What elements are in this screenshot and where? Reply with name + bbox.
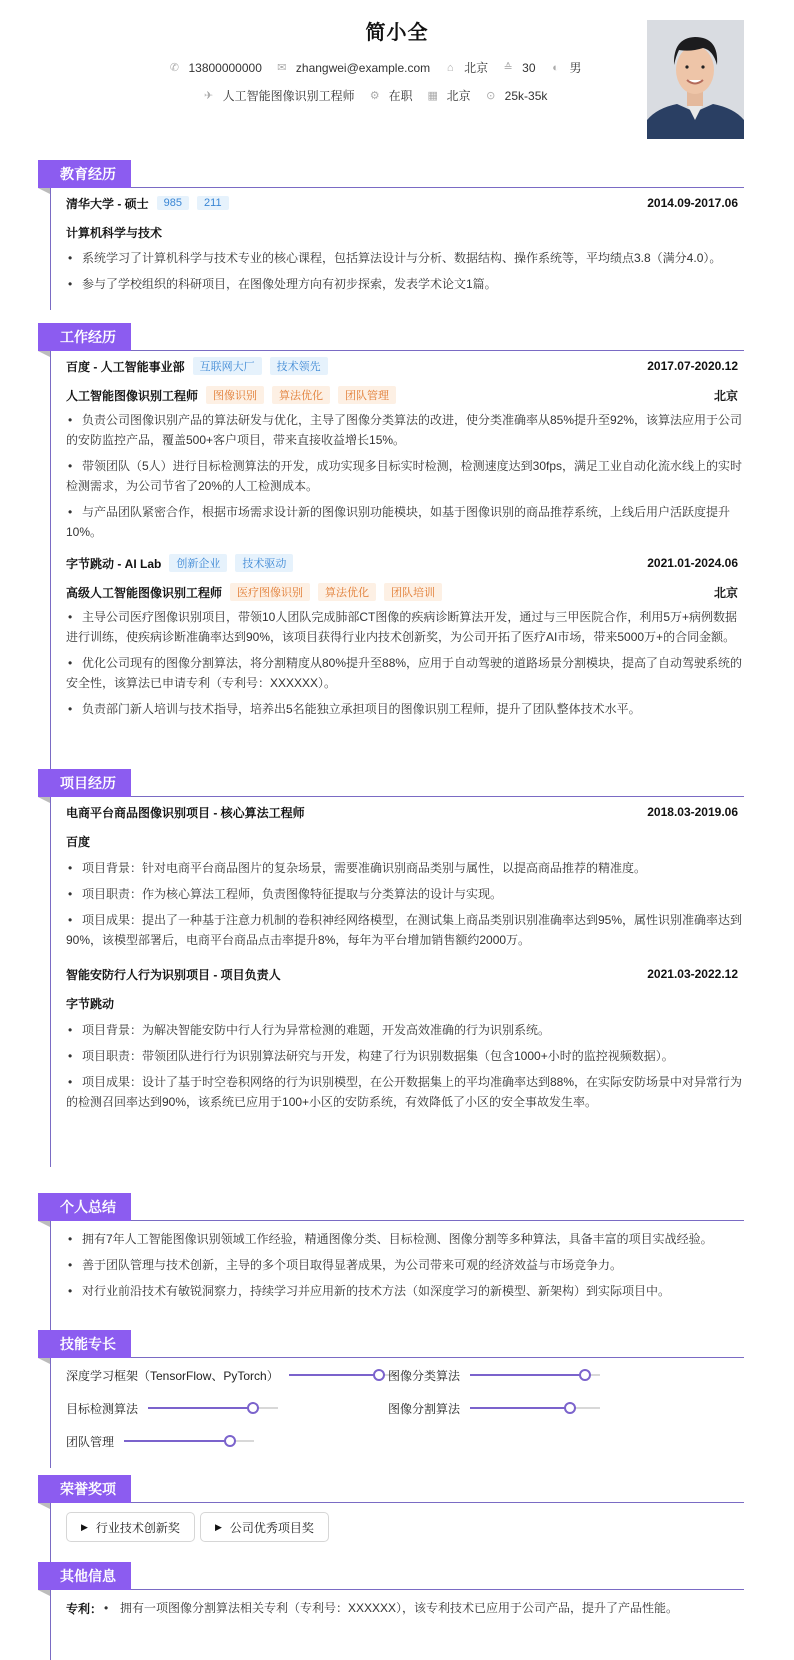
- timeline-line: [50, 797, 51, 1167]
- skill-item: [66, 1365, 394, 1385]
- company-tag: 互联网大厂: [193, 357, 262, 375]
- slider-knob: [224, 1435, 236, 1447]
- skill-name: 目标检测算法: [66, 1401, 139, 1416]
- project-bullet: • 项目职责：带领团队进行行为识别算法研究与开发，构建了行为识别数据集（包含1000+小时的监控视频数据）。: [66, 1046, 744, 1066]
- work-bullet: • 与产品团队紧密合作，根据市场需求设计新的图像识别功能模块，如基于图像识别的商品推荐系统，上线后用户活跃度提升10%。: [66, 502, 744, 542]
- gender-icon: ◐: [552, 61, 559, 74]
- section-title: 荣誉奖项: [38, 1475, 131, 1503]
- skill-level-slider: [470, 1398, 600, 1418]
- work-bullet: • 负责公司图像识别产品的算法研发与优化，主导了图像分类算法的改进，使分类准确率从85%提升至92%，该算法应用于公司的安防监控产品，覆盖500+客户项目，带来直接收益增长15%。: [66, 410, 744, 450]
- company-name: 百度 - 人工智能事业部: [66, 359, 185, 374]
- mail-icon: ✉: [277, 62, 287, 74]
- section-title: 技能专长: [38, 1330, 131, 1358]
- skill-item: [66, 1431, 254, 1451]
- ribbon-fold: [38, 1590, 50, 1596]
- project-bullet: • 项目成果：提出了一种基于注意力机制的卷积神经网络模型，在测试集上商品类别识别准确率达到95%，属性识别准确率达到90%，该模型部署后，电商平台商品点击率提升8%，每年为平台增加销售额约2000万。: [66, 910, 744, 950]
- skill-level-slider: [148, 1398, 278, 1418]
- section-projects: [38, 769, 744, 1169]
- education-bullet: • 系统学习了计算机科学与技术专业的核心课程，包括算法设计与分析、数据结构、操作系统等，平均绩点3.8（满分4.0）。: [66, 248, 744, 268]
- school-tag: 985: [157, 196, 189, 210]
- skill-item: [388, 1365, 600, 1385]
- other-info: [66, 1598, 744, 1618]
- ribbon-fold: [38, 351, 50, 357]
- project-bullet: • 项目成果：设计了基于时空卷积网络的行为识别模型，在公开数据集上的平均准确率达到88%，在实际安防场景中对异常行为的检测召回率达到90%，该系统已应用于100+小区的安防系统，有效降低了小区的安全事故发生率。: [66, 1072, 744, 1112]
- education-date: 2014.09-2017.06: [647, 196, 738, 210]
- section-awards: [38, 1475, 744, 1565]
- work-bullet: • 主导公司医疗图像识别项目，带领10人团队完成肺部CT图像的疾病诊断算法开发，通过与三甲医院合作，利用5万+病例数据进行训练，使疾病诊断准确率达到90%，该项目获得行业内技术创新奖，为公司开拓了医疗AI市场，带来5000万+的合同金额。: [66, 607, 744, 647]
- section-summary: [38, 1193, 744, 1313]
- company-name: 字节跳动 - AI Lab: [66, 556, 162, 571]
- phone-icon: ✆: [169, 62, 180, 74]
- company-tag: 创新企业: [169, 554, 227, 572]
- work-date: 2017.07-2020.12: [647, 359, 738, 373]
- section-title: 工作经历: [38, 323, 131, 351]
- school-tag: 211: [197, 196, 229, 210]
- contact-email: ✉ zhangwei@example.com: [277, 60, 431, 75]
- intention-status: ⚙ 在职: [369, 89, 413, 103]
- portrait-image: [647, 20, 744, 139]
- age-icon: ≙: [503, 62, 513, 74]
- ribbon-fold: [38, 188, 50, 194]
- awards-list: [66, 1512, 744, 1544]
- position-name: 高级人工智能图像识别工程师: [66, 585, 223, 600]
- timeline-line: [50, 1358, 51, 1468]
- company-tag: 技术领先: [270, 357, 328, 375]
- slider-knob: [564, 1402, 576, 1414]
- section-divider: [38, 187, 744, 188]
- position-name: 人工智能图像识别工程师: [66, 388, 199, 403]
- summary-bullet: • 对行业前沿技术有敏锐洞察力，持续学习并应用新的技术方法（如深度学习的新模型、新架构）到实际项目中。: [66, 1281, 744, 1301]
- company-tag: 技术驱动: [235, 554, 293, 572]
- skill-level-slider: [124, 1431, 254, 1451]
- project-bullet: • 项目背景：针对电商平台商品图片的复杂场景，需要准确识别商品类别与属性，以提高商品推荐的精准度。: [66, 858, 744, 878]
- position-tag: 图像识别: [206, 386, 264, 404]
- section-title: 个人总结: [38, 1193, 131, 1221]
- position-tag: 算法优化: [318, 583, 376, 601]
- contact-city: ⌂ 北京: [444, 59, 488, 76]
- section-divider: [38, 1589, 744, 1590]
- project-date: 2021.03-2022.12: [647, 967, 738, 981]
- skill-item: [388, 1398, 600, 1418]
- project-company: 字节跳动: [66, 996, 115, 1011]
- summary-bullet: • 拥有7年人工智能图像识别领域工作经验，精通图像分类、目标检测、图像分割等多种算法，具备丰富的项目实战经验。: [66, 1229, 744, 1249]
- salary-icon: ⊙: [486, 90, 496, 102]
- timeline-line: [50, 1590, 51, 1660]
- resume-header: [0, 0, 794, 160]
- ribbon-fold: [38, 1221, 50, 1227]
- timeline-line: [50, 188, 51, 310]
- major: 计算机科学与技术: [66, 225, 163, 240]
- summary-bullet: • 善于团队管理与技术创新，主导的多个项目取得显著成果，为公司带来可观的经济效益与市场竞争力。: [66, 1255, 744, 1275]
- project-name: 智能安防行人行为识别项目 - 项目负责人: [66, 967, 281, 982]
- ribbon-fold: [38, 797, 50, 803]
- work-location: 北京: [713, 388, 738, 403]
- other-label: 专利：: [66, 1601, 103, 1616]
- contact-phone: ✆ 13800000000: [169, 60, 262, 75]
- section-title: 其他信息: [38, 1562, 131, 1590]
- intention-position: ✈ 人工智能图像识别工程师: [204, 89, 355, 103]
- building-icon: ▦: [427, 90, 438, 102]
- skill-name: 图像分类算法: [388, 1368, 461, 1383]
- triangle-right-icon: ▶: [215, 1521, 222, 1532]
- education-bullet: • 参与了学校组织的科研项目，在图像处理方向有初步探索，发表学术论文1篇。: [66, 274, 744, 294]
- skill-name: 深度学习框架（TensorFlow、PyTorch）: [66, 1368, 279, 1383]
- home-icon: ⌂: [446, 61, 454, 74]
- school-name: 清华大学 - 硕士: [66, 196, 149, 211]
- status-icon: ⚙: [369, 90, 380, 102]
- position-tag: 算法优化: [272, 386, 330, 404]
- position-tag: 团队培训: [384, 583, 442, 601]
- section-divider: [38, 1502, 744, 1503]
- section-other: [38, 1562, 744, 1655]
- intention-salary: ⊙ 25k-35k: [486, 88, 548, 103]
- profile-photo: [647, 20, 744, 139]
- skill-level-slider: [470, 1365, 600, 1385]
- section-divider: [38, 350, 744, 351]
- slider-knob: [373, 1369, 385, 1381]
- timeline-line: [50, 351, 51, 781]
- section-work: [38, 323, 744, 753]
- skill-item: [66, 1398, 278, 1418]
- section-divider: [38, 1220, 744, 1221]
- work-location: 北京: [713, 585, 738, 600]
- ribbon-fold: [38, 1358, 50, 1364]
- candidate-name: 简小全: [365, 22, 429, 44]
- slider-knob: [247, 1402, 259, 1414]
- project-bullet: • 项目背景：为解决智能安防中行人行为异常检测的难题，开发高效准确的行为识别系统。: [66, 1020, 744, 1040]
- section-education: [38, 160, 744, 310]
- project-bullet: • 项目职责：作为核心算法工程师，负责图像特征提取与分类算法的设计与实现。: [66, 884, 744, 904]
- project-company: 百度: [66, 834, 91, 849]
- intention-city: ▦ 北京: [427, 89, 471, 103]
- contact-gender: ◐ 男: [550, 59, 582, 76]
- plane-icon: ✈: [204, 90, 214, 102]
- timeline-line: [50, 1503, 51, 1563]
- section-title: 项目经历: [38, 769, 131, 797]
- triangle-right-icon: ▶: [81, 1521, 88, 1532]
- award-chip: ▶ 公司优秀项目奖: [200, 1512, 329, 1542]
- work-bullet: • 带领团队（5人）进行目标检测算法的开发，成功实现多目标实时检测，检测速度达到30fps，满足工业自动化流水线上的实时检测需求，为公司节省了20%的人工检测成本。: [66, 456, 744, 496]
- timeline-line: [50, 1221, 51, 1331]
- position-tag: 医疗图像识别: [230, 583, 310, 601]
- position-tag: 团队管理: [338, 386, 396, 404]
- section-divider: [38, 1357, 744, 1358]
- summary-list: [66, 1229, 744, 1301]
- work-bullet: • 优化公司现有的图像分割算法，将分割精度从80%提升至88%，应用于自动驾驶的道路场景分割模块，提高了自动驾驶系统的安全性，该算法已申请专利（专利号：XXXXXX）。: [66, 653, 744, 693]
- award-chip: ▶ 行业技术创新奖: [66, 1512, 195, 1542]
- other-bullet: • 拥有一项图像分割算法相关专利（专利号：XXXXXX），该专利技术已应用于公司产品，提升了产品性能。: [102, 1598, 678, 1618]
- project-name: 电商平台商品图像识别项目 - 核心算法工程师: [66, 805, 305, 820]
- slider-knob: [579, 1369, 591, 1381]
- skill-level-slider: [289, 1365, 394, 1385]
- skill-name: 图像分割算法: [388, 1401, 461, 1416]
- section-divider: [38, 796, 744, 797]
- skill-name: 团队管理: [66, 1434, 115, 1449]
- ribbon-fold: [38, 1503, 50, 1509]
- contact-age: ≙ 30: [503, 60, 536, 75]
- section-title: 教育经历: [38, 160, 131, 188]
- work-date: 2021.01-2024.06: [647, 556, 738, 570]
- section-skills: [38, 1330, 744, 1455]
- project-date: 2018.03-2019.06: [647, 805, 738, 819]
- work-bullet: • 负责部门新人培训与技术指导，培养出5名能独立承担项目的图像识别工程师，提升了团队整体技术水平。: [66, 699, 744, 719]
